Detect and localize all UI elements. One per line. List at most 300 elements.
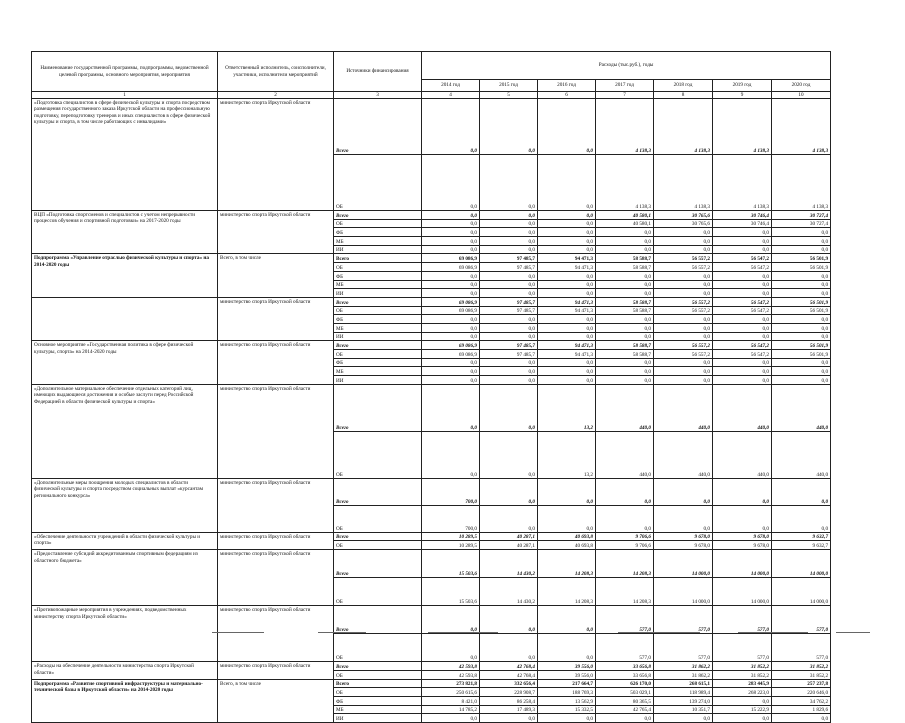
expense-value: 268 223,0	[713, 688, 772, 697]
table-row	[32, 254, 831, 263]
expense-value: 56 547,2	[713, 297, 772, 306]
expense-value: 440,0	[713, 384, 772, 431]
expense-value: 56 557,2	[654, 254, 713, 263]
expense-value: 0,0	[654, 478, 713, 505]
expense-value: 56 557,2	[654, 306, 713, 315]
expense-value: 0,0	[480, 714, 538, 723]
expense-value: 9 678,0	[713, 532, 772, 541]
expense-value: 0,0	[772, 271, 831, 280]
column-index: 1	[32, 92, 218, 99]
expense-value: 31 852,2	[772, 670, 831, 679]
expense-value: 0,0	[422, 280, 480, 289]
program-name: «Подготовка специалистов в сфере физической культуры и спорта посредством размещения государственного заказа Иркутской области на профессиональную подготовку, переподготовку тренеров и иных специалистов в сфере физической культуры и спорта, в том числе работающих с инвалидами»	[32, 99, 218, 211]
expense-value: 56 547,2	[713, 263, 772, 272]
expense-value: 30 727,4	[772, 219, 831, 228]
funding-source: Всего	[334, 384, 422, 431]
expense-value: 283 445,9	[713, 679, 772, 688]
funding-source: Всего	[334, 550, 422, 578]
expense-value: 0,0	[772, 332, 831, 341]
expense-value: 0,0	[480, 99, 538, 155]
expense-value: 0,0	[538, 323, 596, 332]
expense-value: 0,0	[480, 245, 538, 254]
expense-value: 0,0	[422, 384, 480, 431]
expense-value: 0,0	[596, 505, 654, 532]
expense-value: 69 086,9	[422, 297, 480, 306]
funding-source: ИИ	[334, 714, 422, 723]
program-name	[32, 297, 218, 340]
expense-value: 440,0	[654, 384, 713, 431]
expense-value: 1 829,6	[772, 705, 831, 714]
expense-value: 0,0	[538, 211, 596, 220]
expense-value: 0,0	[713, 332, 772, 341]
funding-source: Всего	[334, 211, 422, 220]
expense-value: 42 593,8	[422, 670, 480, 679]
expense-value: 40 693,8	[538, 541, 596, 550]
expense-value: 33 656,8	[596, 670, 654, 679]
table-row	[32, 341, 831, 350]
expense-value: 0,0	[596, 358, 654, 367]
funding-source: МБ	[334, 367, 422, 376]
expense-value: 0,0	[596, 376, 654, 385]
expense-value: 94 471,3	[538, 297, 596, 306]
expense-value: 577,0	[596, 634, 654, 662]
expense-value: 9 678,0	[654, 541, 713, 550]
funding-source: ОБ	[334, 263, 422, 272]
funding-source: ОБ	[334, 578, 422, 606]
expense-value: 0,0	[772, 237, 831, 246]
column-index: 5	[480, 92, 538, 99]
expense-value: 10 289,5	[422, 532, 480, 541]
expense-value: 440,0	[713, 431, 772, 478]
funding-source: ФБ	[334, 228, 422, 237]
expense-value: 0,0	[538, 714, 596, 723]
expense-value: 700,0	[422, 505, 480, 532]
table-row	[32, 211, 831, 220]
expense-value: 94 471,3	[538, 254, 596, 263]
column-index: 4	[422, 92, 480, 99]
expense-value: 0,0	[480, 289, 538, 298]
expense-value: 0,0	[422, 271, 480, 280]
expense-value: 0,0	[422, 99, 480, 155]
expense-value: 0,0	[654, 245, 713, 254]
column-index: 6	[538, 92, 596, 99]
table-row	[32, 478, 831, 505]
header-source: Источники финансирования	[334, 52, 422, 92]
expense-value: 139 274,0	[654, 696, 713, 705]
expense-value: 86 258,4	[480, 696, 538, 705]
expense-value: 0,0	[422, 367, 480, 376]
expense-value: 0,0	[654, 271, 713, 280]
table-row	[32, 662, 831, 671]
funding-source: МБ	[334, 705, 422, 714]
program-name: Подпрограмма «Развитие спортивной инфраструктуры и материально-технической базы в Иркутской области» на 2014-2020 годы	[32, 679, 218, 722]
expense-value: 220 646,0	[772, 688, 831, 697]
expense-value: 9 678,0	[713, 541, 772, 550]
expense-value: 4 138,3	[713, 155, 772, 211]
expense-value: 0,0	[422, 358, 480, 367]
expense-value: 0,0	[713, 228, 772, 237]
funding-source: Всего	[334, 606, 422, 634]
funding-source: ОБ	[334, 634, 422, 662]
expense-value: 56 547,2	[713, 254, 772, 263]
expense-value: 14 430,2	[480, 578, 538, 606]
expense-value: 14 430,2	[480, 550, 538, 578]
table-row	[32, 384, 831, 431]
expense-value: 14 208,3	[538, 578, 596, 606]
program-name: ВЦП «Подготовка спортсменов и специалистов с учетом непрерывности процессов обучения и спортивной подготовки» на 2017-2020 годы	[32, 211, 218, 254]
expense-value: 0,0	[480, 332, 538, 341]
expense-value: 0,0	[654, 714, 713, 723]
expense-value: 0,0	[538, 332, 596, 341]
expense-value: 58 588,7	[596, 341, 654, 350]
funding-source: ОБ	[334, 431, 422, 478]
expense-value: 97 485,7	[480, 254, 538, 263]
expense-value: 0,0	[480, 280, 538, 289]
expense-value: 0,0	[538, 155, 596, 211]
expense-value: 10 351,7	[654, 705, 713, 714]
expense-value: 700,0	[422, 478, 480, 505]
responsible-executor: министерство спорта Иркутской области	[218, 384, 334, 478]
expense-value: 0,0	[596, 332, 654, 341]
expense-value: 14 000,0	[654, 578, 713, 606]
responsible-executor: министерство спорта Иркутской области	[218, 341, 334, 384]
expense-value: 0,0	[480, 478, 538, 505]
expense-value: 626 170,0	[596, 679, 654, 688]
expense-value: 56 547,2	[713, 350, 772, 359]
expense-value: 56 557,2	[654, 341, 713, 350]
expense-value: 0,0	[422, 714, 480, 723]
expense-value: 0,0	[480, 211, 538, 220]
expense-value: 58 588,7	[596, 306, 654, 315]
expense-value: 97 485,7	[480, 263, 538, 272]
expense-value: 13,2	[538, 431, 596, 478]
expense-value: 40 287,1	[480, 532, 538, 541]
expense-value: 34 762,2	[772, 696, 831, 705]
expense-value: 14 000,0	[654, 550, 713, 578]
expense-value: 15 503,6	[422, 550, 480, 578]
expense-value: 0,0	[772, 323, 831, 332]
expense-value: 69 086,9	[422, 254, 480, 263]
expense-value: 0,0	[596, 315, 654, 324]
expense-value: 0,0	[538, 478, 596, 505]
header-year: 2018 год	[654, 80, 713, 92]
expense-value: 0,0	[422, 245, 480, 254]
responsible-executor: министерство спорта Иркутской области	[218, 550, 334, 606]
expense-value: 97 485,7	[480, 306, 538, 315]
expense-value: 69 086,9	[422, 341, 480, 350]
header-responsible: Ответственный исполнитель, соисполнители, участники, исполнители мероприятий	[218, 52, 334, 92]
expense-value: 14 785,2	[422, 705, 480, 714]
expense-value: 0,0	[772, 289, 831, 298]
expense-value: 13 562,9	[538, 696, 596, 705]
funding-source: ОБ	[334, 350, 422, 359]
expense-value: 0,0	[422, 323, 480, 332]
expense-value: 440,0	[596, 384, 654, 431]
expense-value: 80 365,5	[596, 696, 654, 705]
expense-value: 14 000,0	[713, 578, 772, 606]
expense-value: 30 727,4	[772, 211, 831, 220]
expense-value: 0,0	[772, 367, 831, 376]
expense-value: 0,0	[596, 289, 654, 298]
expense-value: 13,2	[538, 384, 596, 431]
expense-value: 0,0	[538, 358, 596, 367]
expense-value: 40 580,1	[596, 219, 654, 228]
expense-value: 0,0	[538, 376, 596, 385]
expense-value: 0,0	[772, 714, 831, 723]
expense-value: 0,0	[538, 271, 596, 280]
expense-value: 0,0	[480, 228, 538, 237]
expense-value: 58 588,7	[596, 350, 654, 359]
responsible-executor: министерство спорта Иркутской области	[218, 211, 334, 254]
column-index: 8	[654, 92, 713, 99]
expense-value: 56 557,2	[654, 350, 713, 359]
expense-value: 56 501,9	[772, 350, 831, 359]
responsible-executor: министерство спорта Иркутской области	[218, 606, 334, 662]
expense-value: 0,0	[422, 634, 480, 662]
expense-value: 0,0	[480, 237, 538, 246]
expense-value: 577,0	[654, 606, 713, 634]
expense-value: 9 706,6	[596, 532, 654, 541]
header-expenses: Расходы (тыс.руб.), годы	[422, 52, 831, 80]
expense-value: 9 678,0	[654, 532, 713, 541]
expense-value: 14 208,3	[596, 578, 654, 606]
expense-value: 0,0	[480, 376, 538, 385]
expense-value: 0,0	[480, 315, 538, 324]
expense-value: 577,0	[772, 606, 831, 634]
expense-value: 0,0	[772, 315, 831, 324]
expense-value: 69 086,9	[422, 306, 480, 315]
expense-value: 10 289,5	[422, 541, 480, 550]
expense-value: 440,0	[596, 431, 654, 478]
funding-source: ОБ	[334, 670, 422, 679]
expense-value: 0,0	[538, 280, 596, 289]
funding-source: ФБ	[334, 696, 422, 705]
header-year: 2016 год	[538, 80, 596, 92]
expense-value: 0,0	[713, 478, 772, 505]
expense-value: 0,0	[772, 478, 831, 505]
expense-value: 0,0	[422, 237, 480, 246]
expense-value: 31 852,2	[713, 662, 772, 671]
expense-value: 0,0	[654, 358, 713, 367]
expense-value: 15 222,9	[713, 705, 772, 714]
expense-value: 31 852,2	[713, 670, 772, 679]
column-index: 9	[713, 92, 772, 99]
expense-value: 0,0	[422, 219, 480, 228]
expense-value: 0,0	[480, 384, 538, 431]
expense-value: 0,0	[596, 367, 654, 376]
header-year: 2020 год	[772, 80, 831, 92]
funding-source: ФБ	[334, 358, 422, 367]
expense-value: 0,0	[654, 332, 713, 341]
expense-value: 188 769,3	[538, 688, 596, 697]
responsible-executor: министерство спорта Иркутской области	[218, 297, 334, 340]
expense-value: 58 588,7	[596, 263, 654, 272]
expense-value: 0,0	[713, 237, 772, 246]
expense-value: 42 768,4	[480, 662, 538, 671]
expense-value: 97 485,7	[480, 350, 538, 359]
expense-value: 8 421,0	[422, 696, 480, 705]
expense-value: 0,0	[422, 211, 480, 220]
expense-value: 0,0	[480, 367, 538, 376]
expense-value: 30 746,4	[713, 219, 772, 228]
expense-value: 257 237,8	[772, 679, 831, 688]
funding-source: ИИ	[334, 289, 422, 298]
funding-source: МБ	[334, 323, 422, 332]
expense-value: 0,0	[772, 358, 831, 367]
funding-source: Всего	[334, 679, 422, 688]
column-index: 2	[218, 92, 334, 99]
expense-value: 58 588,7	[596, 297, 654, 306]
expense-value: 58 588,7	[596, 254, 654, 263]
expense-value: 0,0	[713, 323, 772, 332]
expense-value: 0,0	[538, 228, 596, 237]
expense-value: 0,0	[713, 358, 772, 367]
expense-value: 0,0	[538, 505, 596, 532]
expense-value: 56 547,2	[713, 341, 772, 350]
expense-value: 94 471,3	[538, 350, 596, 359]
expense-value: 14 208,3	[538, 550, 596, 578]
expense-value: 56 501,9	[772, 297, 831, 306]
expense-value: 0,0	[480, 634, 538, 662]
expense-value: 0,0	[713, 696, 772, 705]
funding-source: ИИ	[334, 376, 422, 385]
expense-value: 14 000,0	[772, 550, 831, 578]
expense-value: 0,0	[480, 606, 538, 634]
program-name: Подпрограмма «Управление отраслью физической культуры и спорта» на 2014-2020 годы	[32, 254, 218, 297]
header-name: Наименование государственной программы, подпрограммы, ведомственной целевой программы, основного мероприятия, мероприятия	[32, 52, 218, 92]
expense-value: 9 632,7	[772, 532, 831, 541]
responsible-executor: Всего, в том числе	[218, 679, 334, 722]
program-name: «Дополнительное материальное обеспечение отдельных категорий лиц, имеющих выдающиеся достижения и особые заслуги перед Российской Федерацией в области физической культуры и спорта»	[32, 384, 218, 478]
funding-source: ФБ	[334, 315, 422, 324]
expense-value: 577,0	[772, 634, 831, 662]
expense-value: 0,0	[422, 376, 480, 385]
expense-value: 332 656,4	[480, 679, 538, 688]
expense-value: 14 208,3	[596, 550, 654, 578]
column-index: 7	[596, 92, 654, 99]
budget-table-page	[31, 51, 830, 723]
responsible-executor: министерство спорта Иркутской области	[218, 532, 334, 549]
funding-source: ФБ	[334, 271, 422, 280]
expense-value: 9 706,6	[596, 541, 654, 550]
expense-value: 577,0	[654, 634, 713, 662]
responsible-executor: Всего, в том числе	[218, 254, 334, 297]
expense-value: 56 501,9	[772, 263, 831, 272]
expense-value: 0,0	[772, 505, 831, 532]
expense-value: 250 615,6	[422, 688, 480, 697]
expense-value: 0,0	[480, 323, 538, 332]
expense-value: 0,0	[713, 280, 772, 289]
expense-value: 228 908,7	[480, 688, 538, 697]
expense-value: 4 138,3	[596, 155, 654, 211]
expense-value: 40 287,1	[480, 541, 538, 550]
expense-value: 503 029,1	[596, 688, 654, 697]
expense-value: 0,0	[538, 634, 596, 662]
expense-value: 268 615,1	[654, 679, 713, 688]
expense-value: 42 765,4	[596, 705, 654, 714]
funding-source: ИИ	[334, 332, 422, 341]
expense-value: 0,0	[480, 155, 538, 211]
expense-value: 9 632,7	[772, 541, 831, 550]
expense-value: 0,0	[422, 606, 480, 634]
expense-value: 0,0	[538, 219, 596, 228]
expense-value: 0,0	[480, 271, 538, 280]
funding-source: Всего	[334, 99, 422, 155]
funding-source: ОБ	[334, 155, 422, 211]
expense-value: 0,0	[480, 358, 538, 367]
expense-value: 0,0	[713, 376, 772, 385]
expense-value: 0,0	[713, 714, 772, 723]
funding-source: Всего	[334, 297, 422, 306]
expense-value: 0,0	[654, 289, 713, 298]
expense-value: 0,0	[538, 315, 596, 324]
program-name: «Обеспечение деятельности учреждений в области физической культуры и спорта»	[32, 532, 218, 549]
expense-value: 0,0	[538, 99, 596, 155]
page-edge-lines	[0, 630, 905, 636]
funding-source: ОБ	[334, 541, 422, 550]
table-row	[32, 532, 831, 541]
expense-value: 14 000,0	[772, 578, 831, 606]
funding-source: ИИ	[334, 245, 422, 254]
expense-value: 31 862,2	[654, 662, 713, 671]
expense-value: 4 138,3	[772, 99, 831, 155]
program-name: «Дополнительные меры поощрения молодых специалистов в области физической культуры и спорта посредством социальных выплат «курсантам регионального конкурса»	[32, 478, 218, 532]
expense-value: 4 138,3	[654, 99, 713, 155]
expense-value: 0,0	[596, 245, 654, 254]
expense-value: 4 138,3	[596, 99, 654, 155]
funding-source: МБ	[334, 280, 422, 289]
expense-value: 42 593,8	[422, 662, 480, 671]
expense-value: 0,0	[538, 237, 596, 246]
funding-source: ОБ	[334, 219, 422, 228]
table-row	[32, 297, 831, 306]
expense-value: 0,0	[713, 245, 772, 254]
expense-value: 30 765,6	[654, 211, 713, 220]
funding-source: Всего	[334, 478, 422, 505]
expense-value: 0,0	[654, 376, 713, 385]
expense-value: 118 989,4	[654, 688, 713, 697]
table-row	[32, 679, 831, 688]
expense-value: 0,0	[772, 376, 831, 385]
expense-value: 42 768,4	[480, 670, 538, 679]
expense-value: 15 503,6	[422, 578, 480, 606]
expense-value: 0,0	[538, 367, 596, 376]
expense-value: 0,0	[480, 505, 538, 532]
table-row	[32, 99, 831, 155]
expense-value: 56 501,9	[772, 341, 831, 350]
expense-value: 0,0	[596, 280, 654, 289]
expense-value: 56 547,2	[713, 306, 772, 315]
expense-value: 0,0	[596, 237, 654, 246]
expense-value: 0,0	[480, 431, 538, 478]
funding-source: Всего	[334, 254, 422, 263]
expense-value: 0,0	[538, 289, 596, 298]
expense-value: 0,0	[713, 505, 772, 532]
expense-value: 217 664,7	[538, 679, 596, 688]
expense-value: 0,0	[422, 315, 480, 324]
expense-value: 0,0	[422, 431, 480, 478]
expense-value: 0,0	[772, 280, 831, 289]
expense-value: 94 471,3	[538, 341, 596, 350]
expense-value: 31 862,2	[654, 670, 713, 679]
expense-value: 17 489,3	[480, 705, 538, 714]
program-name: «Расходы на обеспечение деятельности министерства спорта Иркутской области»	[32, 662, 218, 679]
expense-value: 0,0	[713, 289, 772, 298]
responsible-executor: министерство спорта Иркутской области	[218, 478, 334, 532]
header-year: 2019 год	[713, 80, 772, 92]
expense-value: 40 693,8	[538, 532, 596, 541]
expense-value: 0,0	[596, 323, 654, 332]
